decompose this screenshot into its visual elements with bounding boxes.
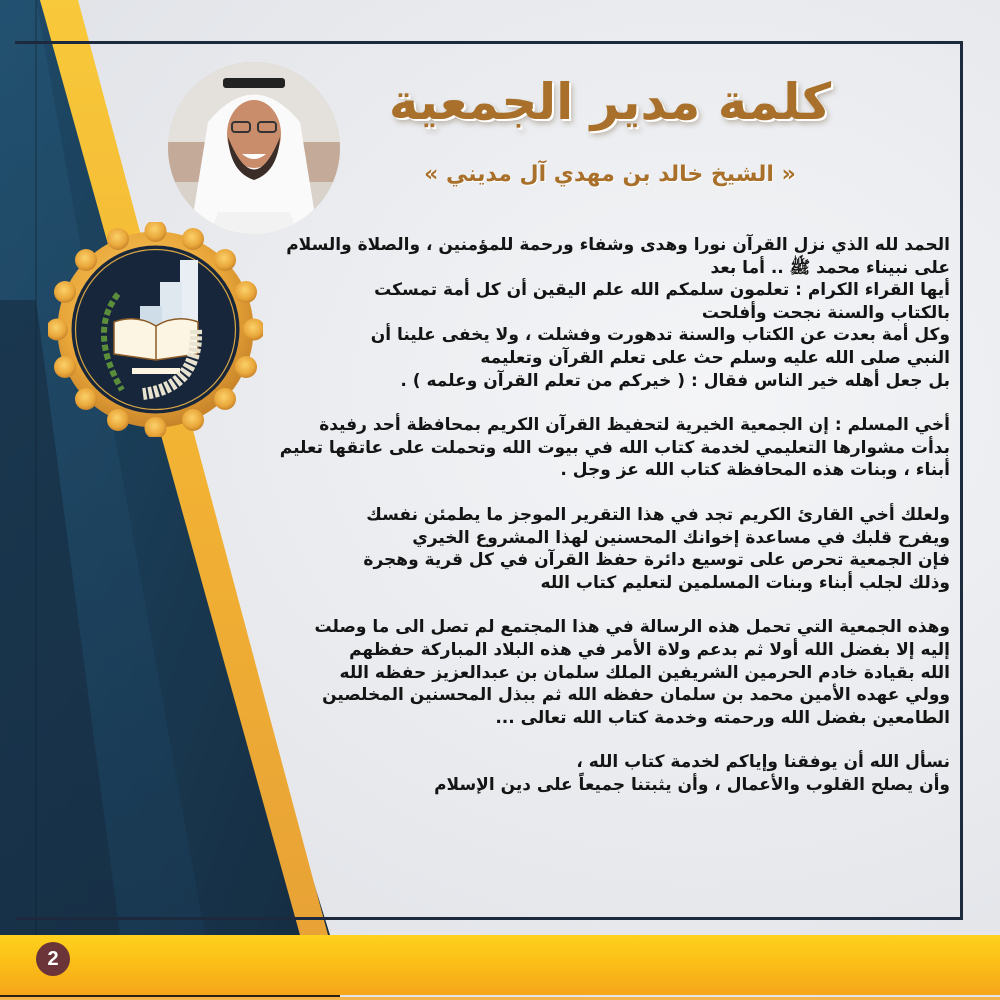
text-line: ولعلك أخي القارئ الكريم تجد في هذا التقرير الموجز ما يطمئن نفسك (366, 504, 950, 525)
text-line: الطامعين بفضل الله ورحمته وخدمة كتاب الله تعالى ... (495, 707, 950, 728)
text-line: وولي عهده الأمين محمد بن سلمان حفظه الله ثم ببذل المحسنين المخلصين (322, 685, 950, 706)
text-line: ويفرح قلبك في مساعدة إخوانك المحسنين لهذا المشروع الخيري (412, 527, 950, 548)
page-title: كلمة مدير الجمعية (388, 73, 832, 131)
text-line: الله بقيادة خادم الحرمين الشريفين الملك سلمان بن عبدالعزيز حفظه الله (339, 662, 950, 683)
text-line: فإن الجمعية تحرص على توسيع دائرة حفظ القرآن في كل قرية وهجرة (363, 550, 950, 571)
paragraph-report (270, 504, 950, 594)
portrait-image (168, 62, 340, 234)
text-line: نسأل الله أن يوفقنا وإياكم لخدمة كتاب الله ، (576, 752, 950, 773)
text-line: أخي المسلم : إن الجمعية الخيرية لتحفيظ القرآن الكريم بمحافظة أحد رفيدة (319, 415, 950, 436)
paragraph-intro (270, 234, 950, 392)
director-name: « الشيخ خالد بن مهدي آل مديني » (424, 162, 796, 187)
message-body (270, 234, 950, 796)
text-line: وذلك لجلب أبناء وبنات المسلمين لتعليم كتاب الله (540, 572, 950, 593)
text-line: وأن يصلح القلوب والأعمال ، وأن يثبتنا جميعاً على دين الإسلام (434, 774, 950, 795)
text-line: الحمد لله الذي نزل القرآن نورا وهدى وشفاء ورحمة للمؤمنين ، والصلاة والسلام (286, 235, 950, 255)
paragraph-closing (270, 751, 950, 796)
text-line: على نبيناء محمد ﷺ .. أما بعد (710, 257, 950, 278)
text-line: النبي صلى الله عليه وسلم حث على تعلم القرآن وتعليمه (480, 347, 950, 368)
text-line: أبناء ، وبنات هذه المحافظة كتاب الله عز وجل . (560, 460, 950, 481)
page-number-badge: 2 (36, 942, 70, 976)
paragraph-support (270, 616, 950, 729)
director-photo (168, 62, 340, 234)
text-line: بدأت مشوارها التعليمي لخدمة كتاب الله في بيوت الله وتحملت على عاتقها تعليم (279, 437, 950, 458)
text-line: إليه إلا بفضل الله أولا ثم بدعم ولاة الأمر في هذه البلاد المباركة حفظهم (349, 639, 950, 660)
footer-band (0, 935, 1000, 995)
emblem-icon (48, 222, 263, 437)
paragraph-association (270, 414, 950, 482)
text-line: وهذه الجمعية التي تحمل هذه الرسالة في هذا المجتمع لم تصل الى ما وصلت (314, 617, 950, 638)
text-line: وكل أمة بعدت عن الكتاب والسنة تدهورت وفشلت ، ولا يخفى علينا أن (370, 325, 950, 346)
association-logo (48, 222, 263, 437)
text-line: أيها القراء الكرام : تعلمون سلمكم الله علم اليقين أن كل أمة تمسكت (374, 280, 950, 301)
text-line: بالكتاب والسنة نجحت وأفلحت (701, 302, 950, 323)
text-line: بل جعل أهله خير الناس فقال : ( خيركم من تعلم القرآن وعلمه ) . (400, 370, 950, 391)
